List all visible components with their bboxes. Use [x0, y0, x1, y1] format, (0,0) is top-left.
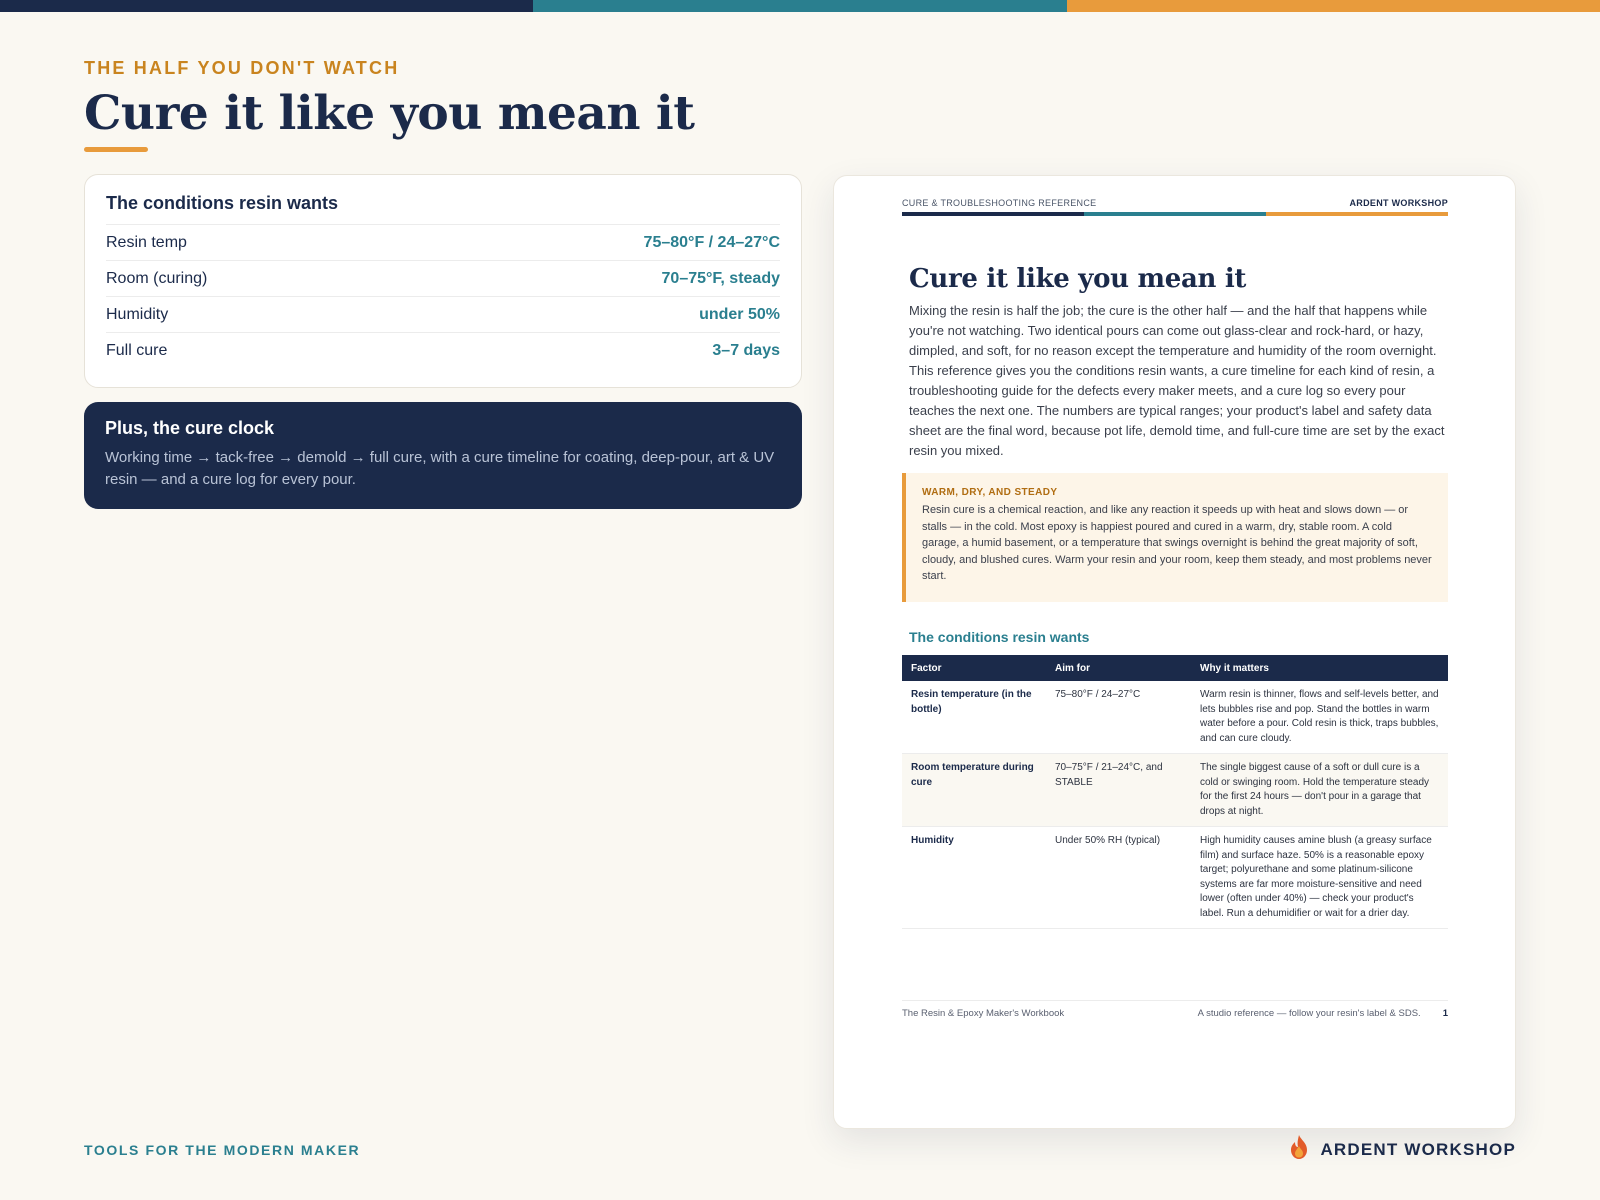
doc-footer-rule — [902, 1000, 1448, 1001]
condition-value: 70–75°F, steady — [661, 269, 780, 287]
condition-row — [106, 225, 780, 261]
page-number: 1 — [1442, 1008, 1448, 1019]
condition-value: under 50% — [699, 305, 780, 323]
table-cell-why: Warm resin is thinner, flows and self-levels better, and lets bubbles rise and pop. Stand the bottles in warm water before a pour. Cold resin is thick, traps bubbles, and can cure cloudy. — [1191, 681, 1448, 754]
condition-row — [106, 297, 780, 333]
doc-section-heading: The conditions resin wants — [909, 629, 1090, 645]
table-cell-aim: 70–75°F / 21–24°C, and STABLE — [1046, 754, 1191, 827]
brand-name: ARDENT WORKSHOP — [1320, 1139, 1516, 1159]
table-cell-aim: 75–80°F / 24–27°C — [1046, 681, 1191, 754]
table-row — [902, 827, 1448, 929]
table-cell-why: High humidity causes amine blush (a greasy surface film) and surface haze. 50% is a reasonable epoxy target; polyurethane and some platinum-silicone systems are far more moisture-sensitive and need lower (often under 40%) — check your product's label. Run a dehumidifier or wait for a drier day. — [1191, 827, 1448, 929]
doc-bar-orange — [1266, 212, 1448, 216]
table-row — [902, 681, 1448, 754]
table-cell-factor: Humidity — [902, 827, 1046, 929]
condition-value: 3–7 days — [712, 342, 780, 359]
condition-label: Humidity — [106, 305, 169, 323]
table-cell-factor: Resin temperature (in the bottle) — [902, 681, 1046, 754]
table-header: Factor — [902, 655, 1046, 681]
title-underline — [84, 147, 148, 152]
doc-intro: Mixing the resin is half the job; the cure is the other half — and the half that happens while you're not watching. Two identical pours can come out glass-clear and rock-hard, or hazy, dimpled, and soft, for no reason except the temperature and humidity of the room overnight. This reference gives you the conditions resin wants, a cure timeline for each kind of resin, a troubleshooting guide for the defects every maker meets, and a cure log so every pour teaches the next one. The numbers are typical ranges; your product's label and safety data sheet are the final word, because pot life, demold time, and full-cure time are set by the exact resin you mixed. — [909, 303, 1445, 458]
doc-header — [902, 198, 1448, 208]
cure-clock-heading: Plus, the cure clock — [105, 418, 275, 438]
doc-header-right: ARDENT WORKSHOP — [1349, 198, 1448, 208]
document-preview — [833, 175, 1516, 1129]
top-color-bar — [0, 0, 1600, 12]
cure-clock-card — [84, 402, 802, 509]
condition-label: Resin temp — [106, 233, 187, 251]
top-bar-teal — [533, 0, 1066, 12]
doc-bar-navy — [902, 212, 1084, 216]
callout-heading: WARM, DRY, AND STEADY — [922, 487, 1058, 498]
doc-callout — [902, 473, 1448, 602]
doc-header-left: CURE & TROUBLESHOOTING REFERENCE — [902, 198, 1097, 208]
flame-icon — [1288, 1134, 1310, 1165]
doc-footer-right: A studio reference — follow your resin's label & SDS. — [1197, 1008, 1421, 1019]
condition-label: Full cure — [106, 342, 168, 359]
condition-value: 75–80°F / 24–27°C — [643, 233, 780, 251]
conditions-table — [902, 655, 1448, 929]
table-cell-factor: Room temperature during cure — [902, 754, 1046, 827]
conditions-card — [84, 174, 802, 388]
callout-text: Resin cure is a chemical reaction, and like any reaction it speeds up with heat and slows down — or stalls — in the cold. Most epoxy is happiest poured and cured in a warm, dry, stable room. A cold garage, a humid basement, or a temperature that swings overnight is behind the great majority of soft, cloudy, and blushed cures. Warm your resin and your room, keep them steady, and most problems never start. — [922, 504, 1432, 582]
brand-lockup — [1288, 1134, 1516, 1165]
page-title: Cure it like you mean it — [84, 86, 695, 141]
table-header: Aim for — [1046, 655, 1191, 681]
doc-title: Cure it like you mean it — [909, 264, 1247, 294]
doc-bar-teal — [1084, 212, 1266, 216]
doc-footer — [902, 1008, 1448, 1019]
top-bar-navy — [0, 0, 533, 12]
tagline: TOOLS FOR THE MODERN MAKER — [84, 1142, 361, 1158]
condition-row — [106, 333, 780, 369]
conditions-heading: The conditions resin wants — [106, 193, 780, 225]
table-row — [902, 754, 1448, 827]
top-bar-orange — [1067, 0, 1600, 12]
doc-footer-right-group — [1198, 1008, 1448, 1019]
table-header: Why it matters — [1191, 655, 1448, 681]
table-cell-aim: Under 50% RH (typical) — [1046, 827, 1191, 929]
table-header-row — [902, 655, 1448, 681]
cure-clock-text: Working time → tack-free → demold → full cure, with a cure timeline for coating, deep-pour, art & UV resin — and a cure log for every pour. — [105, 449, 775, 488]
condition-row — [106, 261, 780, 297]
kicker: THE HALF YOU DON'T WATCH — [84, 58, 400, 78]
table-cell-why: The single biggest cause of a soft or dull cure is a cold or swinging room. Hold the temperature steady for the first 24 hours — don't pour in a garage that drops at night. — [1191, 754, 1448, 827]
doc-footer-left: The Resin & Epoxy Maker's Workbook — [902, 1008, 1065, 1019]
condition-label: Room (curing) — [106, 269, 208, 287]
doc-color-bar — [902, 212, 1448, 216]
